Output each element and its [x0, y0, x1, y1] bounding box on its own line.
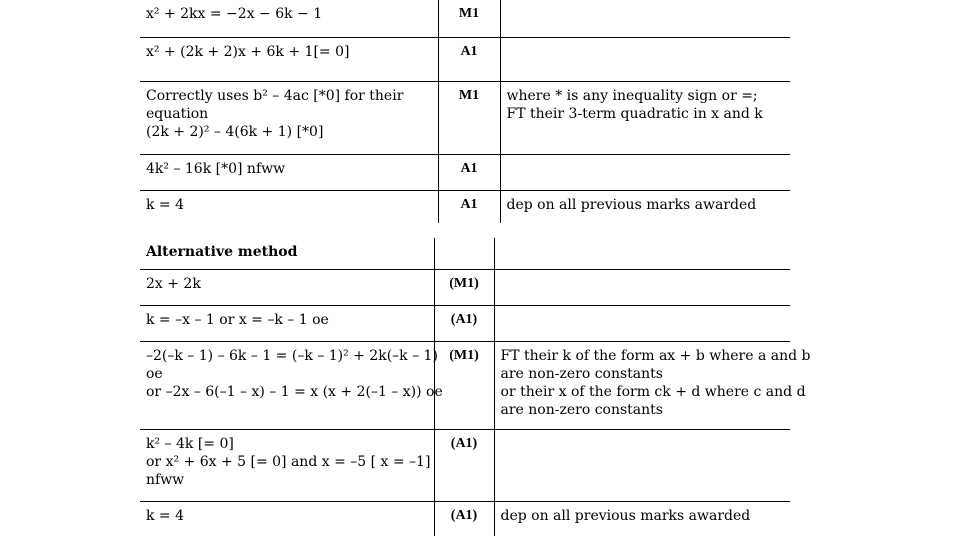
notes-cell: [500, 154, 790, 190]
mark-cell: (A1): [434, 429, 494, 501]
notes-cell: [500, 37, 790, 81]
notes-cell: [494, 269, 790, 305]
mark-cell: (A1): [434, 305, 494, 341]
table-row: [140, 81, 790, 154]
notes-cell: [494, 429, 790, 501]
mark-cell: A1: [438, 190, 500, 223]
notes-cell: dep on all previous marks awarded: [494, 501, 790, 536]
working-cell: k = 4: [140, 190, 438, 223]
working-cell: 2x + 2k: [140, 269, 434, 305]
working-cell: 4k² – 16k [*0] nfww: [140, 154, 438, 190]
working-cell: Correctly uses b² – 4ac [*0] for their equation (2k + 2)² – 4(6k + 1) [*0]: [140, 81, 438, 154]
mark-cell: (A1): [434, 501, 494, 536]
table-row: [140, 341, 790, 429]
alternative-method-heading: Alternative method: [140, 238, 434, 269]
table-row: [140, 429, 790, 501]
mark-cell: (M1): [434, 269, 494, 305]
notes-cell: [494, 238, 790, 269]
table-row: [140, 190, 790, 223]
mark-cell: M1: [438, 0, 500, 37]
notes-cell: [494, 305, 790, 341]
mark-scheme-table-alternative: [140, 238, 811, 536]
working-cell: x² + 2kx = −2x − 6k − 1: [140, 0, 438, 37]
working-cell: k = 4: [140, 501, 434, 536]
table-row: [140, 305, 790, 341]
mark-scheme-table-main: [140, 0, 790, 223]
working-cell: –2(–k – 1) – 6k – 1 = (–k – 1)² + 2k(–k – 1) oe or –2x – 6(–1 – x) – 1 = x (x + 2(–1 – x)) oe: [140, 341, 434, 429]
mark-cell: A1: [438, 154, 500, 190]
notes-cell: [500, 0, 790, 37]
mark-cell: M1: [438, 81, 500, 154]
notes-cell: FT their k of the form ax + b where a and b are non-zero constants or their x of the form ck + d where c and d are non-zero constants: [494, 341, 790, 429]
table-row: [140, 37, 790, 81]
table-row: [140, 238, 790, 269]
mark-cell: [434, 238, 494, 269]
table-row: [140, 0, 790, 37]
table-row: [140, 501, 790, 536]
working-cell: k² – 4k [= 0] or x² + 6x + 5 [= 0] and x = –5 [ x = –1] nfww: [140, 429, 434, 501]
working-cell: x² + (2k + 2)x + 6k + 1[= 0]: [140, 37, 438, 81]
notes-cell: where * is any inequality sign or =; FT their 3-term quadratic in x and k: [500, 81, 790, 154]
mark-cell: A1: [438, 37, 500, 81]
table-row: [140, 154, 790, 190]
working-cell: k = –x – 1 or x = –k – 1 oe: [140, 305, 434, 341]
mark-cell: (M1): [434, 341, 494, 429]
table-row: [140, 269, 790, 305]
notes-cell: dep on all previous marks awarded: [500, 190, 790, 223]
